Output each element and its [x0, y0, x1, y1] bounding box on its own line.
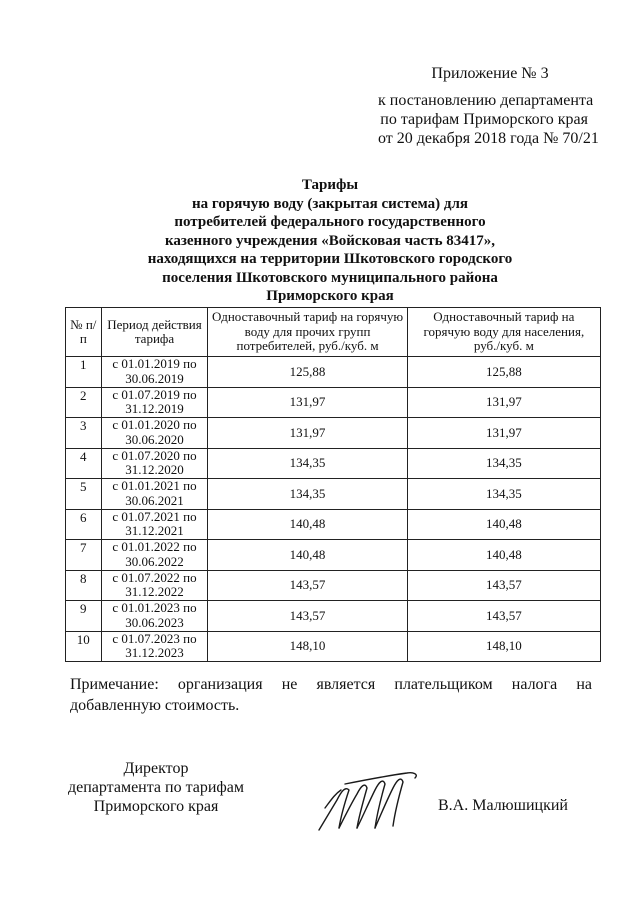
cell-tariff-other: 148,10	[208, 631, 407, 662]
cell-tariff-other: 131,97	[208, 418, 407, 449]
cell-tariff-other: 143,57	[208, 601, 407, 632]
cell-period: с 01.01.2020 по 30.06.2020	[101, 418, 208, 449]
header-period: Период действия тарифа	[101, 308, 208, 357]
signer-name: В.А. Малюшицкий	[438, 797, 568, 814]
annex-line: по тарифам Приморского края	[380, 111, 588, 128]
table-row	[66, 601, 601, 632]
tariff-table	[65, 307, 601, 662]
cell-period: с 01.07.2022 по 31.12.2022	[101, 570, 208, 601]
cell-tariff-population: 140,48	[407, 509, 600, 540]
cell-tariff-population: 143,57	[407, 570, 600, 601]
cell-tariff-population: 134,35	[407, 448, 600, 479]
cell-num: 3	[66, 418, 102, 449]
signer-position-line: Приморского края	[93, 798, 219, 815]
table-row	[66, 509, 601, 540]
cell-num: 2	[66, 387, 102, 418]
cell-period: с 01.01.2023 по 30.06.2023	[101, 601, 208, 632]
table-row	[66, 479, 601, 510]
document-heading	[120, 176, 540, 306]
cell-tariff-other: 140,48	[208, 540, 407, 571]
cell-num: 4	[66, 448, 102, 479]
annex-line: от 20 декабря 2018 года № 70/21	[378, 130, 599, 147]
cell-tariff-population: 143,57	[407, 601, 600, 632]
cell-tariff-other: 140,48	[208, 509, 407, 540]
signer-position	[56, 759, 256, 816]
cell-period: с 01.01.2019 по 30.06.2019	[101, 357, 208, 388]
cell-period: с 01.07.2019 по 31.12.2019	[101, 387, 208, 418]
heading-line: казенного учреждения «Войсковая часть 83417»,	[164, 232, 496, 249]
signer-position-line: Директор	[123, 760, 189, 777]
cell-tariff-other: 134,35	[208, 448, 407, 479]
cell-period: с 01.07.2023 по 31.12.2023	[101, 631, 208, 662]
tax-note: Примечание: организация не является плательщиком налога на добавленную стоимость.	[70, 676, 592, 714]
header-tariff-population: Одноставочный тариф на горячую воду для населения, руб./куб. м	[407, 308, 600, 357]
header-num: № п/п	[66, 308, 102, 357]
cell-period: с 01.07.2021 по 31.12.2021	[101, 509, 208, 540]
heading-line: Приморского края	[266, 288, 394, 304]
heading-line: потребителей федерального государственного	[174, 214, 486, 230]
table-row	[66, 357, 601, 388]
cell-tariff-other: 125,88	[208, 357, 407, 388]
cell-tariff-population: 134,35	[407, 479, 600, 510]
cell-tariff-population: 131,97	[407, 387, 600, 418]
signer-position-line: департамента по тарифам	[67, 779, 245, 796]
cell-num: 7	[66, 540, 102, 571]
table-header-row	[66, 308, 601, 357]
table-row	[66, 631, 601, 662]
heading-line: поселения Шкотовского муниципального района	[162, 269, 498, 286]
cell-period: с 01.07.2020 по 31.12.2020	[101, 448, 208, 479]
cell-tariff-other: 134,35	[208, 479, 407, 510]
annex-reference	[378, 91, 599, 148]
cell-num: 1	[66, 357, 102, 388]
cell-num: 8	[66, 570, 102, 601]
heading-line: находящихся на территории Шкотовского городского	[147, 251, 513, 267]
table-row	[66, 570, 601, 601]
cell-num: 5	[66, 479, 102, 510]
annex-line: к постановлению департамента	[378, 92, 594, 109]
annex-title: Приложение № 3	[431, 65, 549, 82]
cell-period: с 01.01.2021 по 30.06.2021	[101, 479, 208, 510]
cell-period: с 01.01.2022 по 30.06.2022	[101, 540, 208, 571]
cell-tariff-other: 143,57	[208, 570, 407, 601]
cell-num: 10	[66, 631, 102, 662]
table-row	[66, 540, 601, 571]
heading-line: на горячую воду (закрытая система) для	[192, 195, 468, 212]
cell-tariff-population: 148,10	[407, 631, 600, 662]
cell-tariff-population: 125,88	[407, 357, 600, 388]
cell-num: 9	[66, 601, 102, 632]
cell-num: 6	[66, 509, 102, 540]
cell-tariff-other: 131,97	[208, 387, 407, 418]
table-row	[66, 387, 601, 418]
heading-title: Тарифы	[301, 177, 359, 193]
table-row	[66, 418, 601, 449]
cell-tariff-population: 140,48	[407, 540, 600, 571]
handwritten-signature	[315, 770, 425, 835]
cell-tariff-population: 131,97	[407, 418, 600, 449]
header-tariff-other: Одноставочный тариф на горячую воду для прочих групп потребителей, руб./куб. м	[208, 308, 407, 357]
table-row	[66, 448, 601, 479]
